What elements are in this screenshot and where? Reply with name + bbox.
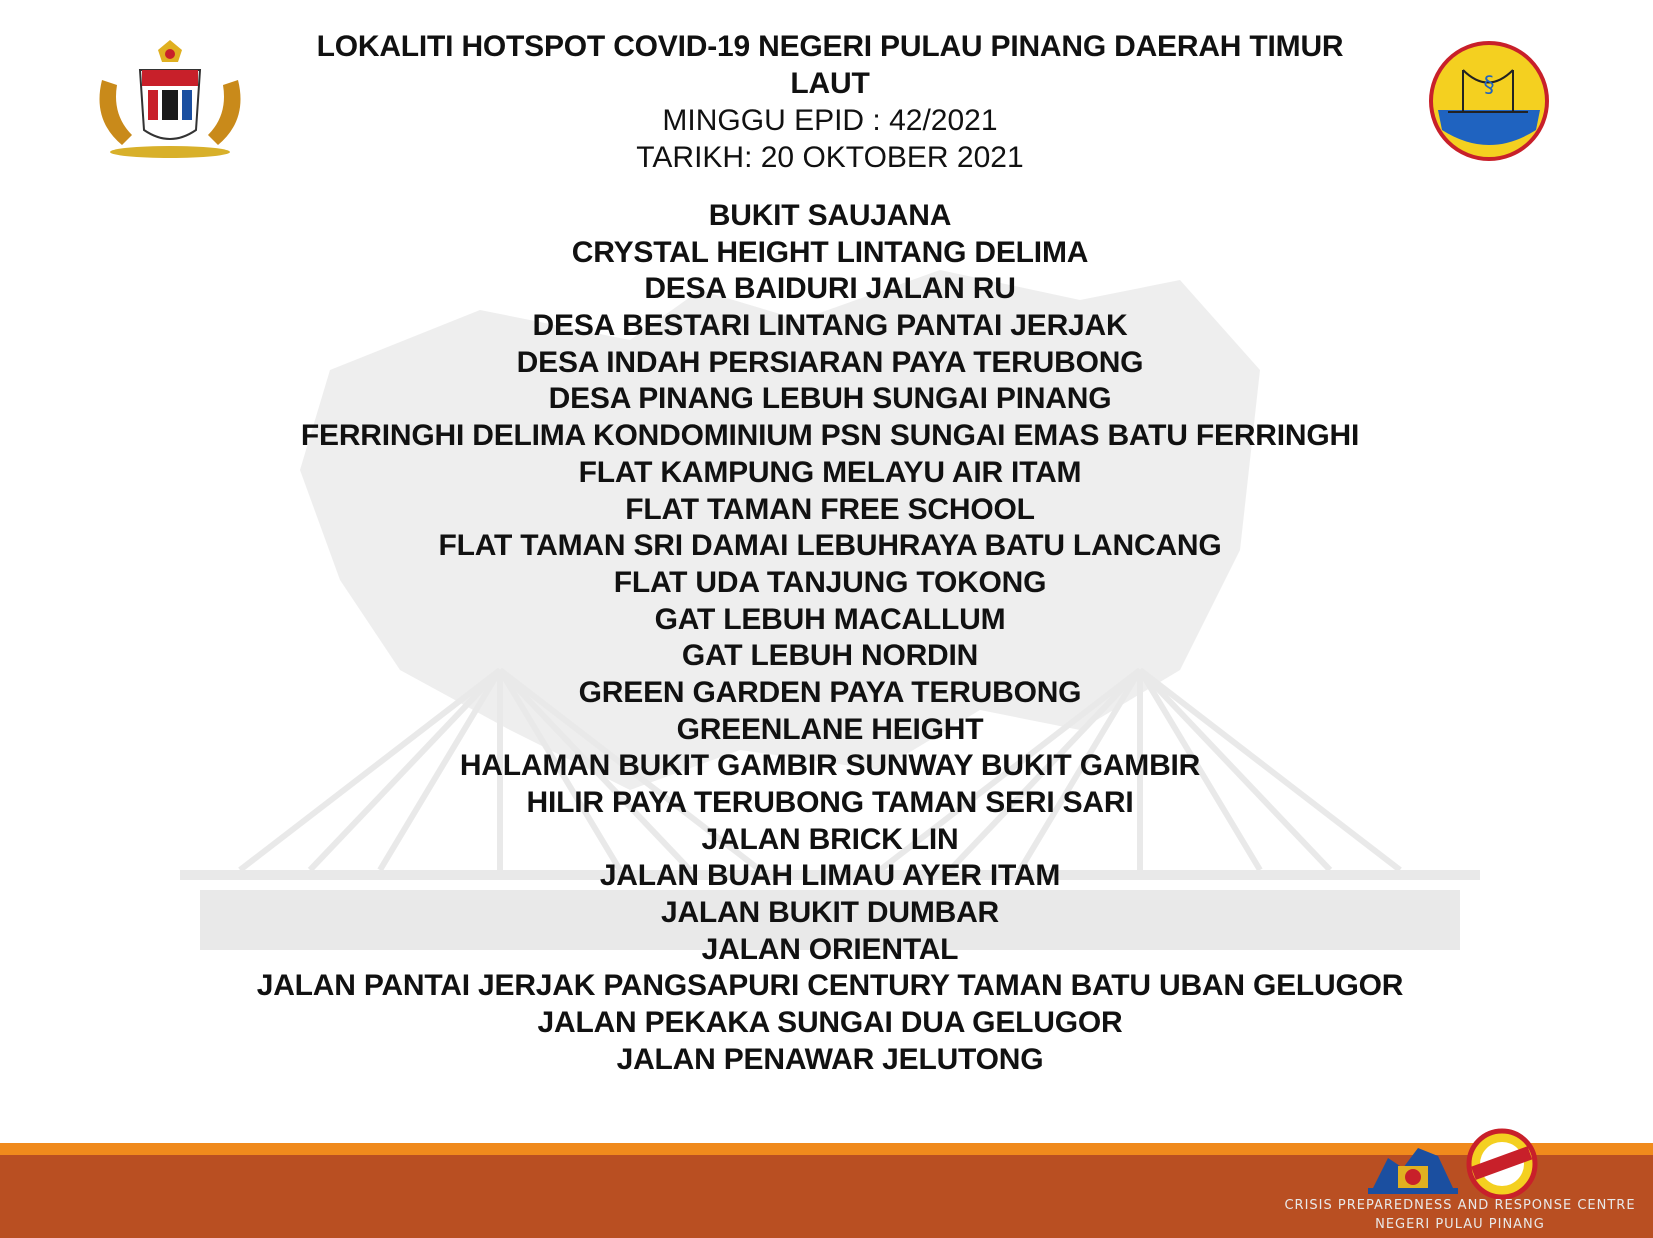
footer-org-line2: NEGERI PULAU PINANG xyxy=(1375,1217,1545,1232)
list-item: BUKIT SAUJANA xyxy=(708,199,952,232)
svg-text:§: § xyxy=(1483,73,1495,98)
list-item: JALAN PANTAI JERJAK PANGSAPURI CENTURY TAMAN BATU UBAN GELUGOR xyxy=(256,969,1404,1003)
list-item: CRYSTAL HEIGHT LINTANG DELIMA xyxy=(571,235,1089,269)
coat-of-arms-logo xyxy=(92,40,248,162)
header xyxy=(300,28,1360,176)
list-item: JALAN BUAH LIMAU AYER ITAM xyxy=(599,859,1061,893)
list-item: JALAN BUKIT DUMBAR xyxy=(660,896,1000,930)
list-item: FLAT UDA TANJUNG TOKONG xyxy=(613,565,1047,599)
report-date: TARIKH: 20 OKTOBER 2021 xyxy=(636,141,1024,174)
cprc-logo xyxy=(1368,1138,1458,1196)
covid-badge-icon xyxy=(1466,1128,1538,1200)
list-item: FLAT TAMAN FREE SCHOOL xyxy=(625,492,1035,526)
footer-org-name xyxy=(1270,1196,1650,1234)
list-item: HILIR PAYA TERUBONG TAMAN SERI SARI xyxy=(526,786,1134,819)
list-item: FLAT KAMPUNG MELAYU AIR ITAM xyxy=(578,455,1082,489)
list-item: DESA INDAH PERSIARAN PAYA TERUBONG xyxy=(516,345,1144,379)
list-item: JALAN ORIENTAL xyxy=(701,932,959,966)
emblem-logo xyxy=(1428,40,1550,162)
list-item: GREENLANE HEIGHT xyxy=(676,712,984,746)
list-item: DESA PINANG LEBUH SUNGAI PINANG xyxy=(548,382,1112,416)
list-item: JALAN BRICK LIN xyxy=(701,822,959,856)
list-item: GAT LEBUH NORDIN xyxy=(681,639,979,673)
list-item: DESA BESTARI LINTANG PANTAI JERJAK xyxy=(532,309,1128,343)
footer-org-line1: CRISIS PREPAREDNESS AND RESPONSE CENTRE xyxy=(1284,1198,1636,1213)
hotspot-locality-list xyxy=(180,198,1480,1079)
list-item: JALAN PENAWAR JELUTONG xyxy=(616,1042,1044,1076)
epid-week: MINGGU EPID : 42/2021 xyxy=(662,104,998,137)
list-item: GAT LEBUH MACALLUM xyxy=(654,602,1006,636)
list-item: GREEN GARDEN PAYA TERUBONG xyxy=(578,675,1082,709)
list-item: FLAT TAMAN SRI DAMAI LEBUHRAYA BATU LANCANG xyxy=(438,529,1222,563)
list-item: DESA BAIDURI JALAN RU xyxy=(644,272,1016,306)
list-item: HALAMAN BUKIT GAMBIR SUNWAY BUKIT GAMBIR xyxy=(459,749,1201,783)
list-item: FERRINGHI DELIMA KONDOMINIUM PSN SUNGAI EMAS BATU FERRINGHI xyxy=(300,419,1360,453)
page-title: LOKALITI HOTSPOT COVID-19 NEGERI PULAU PINANG DAERAH TIMUR LAUT xyxy=(316,30,1344,100)
list-item: JALAN PEKAKA SUNGAI DUA GELUGOR xyxy=(537,1006,1123,1040)
